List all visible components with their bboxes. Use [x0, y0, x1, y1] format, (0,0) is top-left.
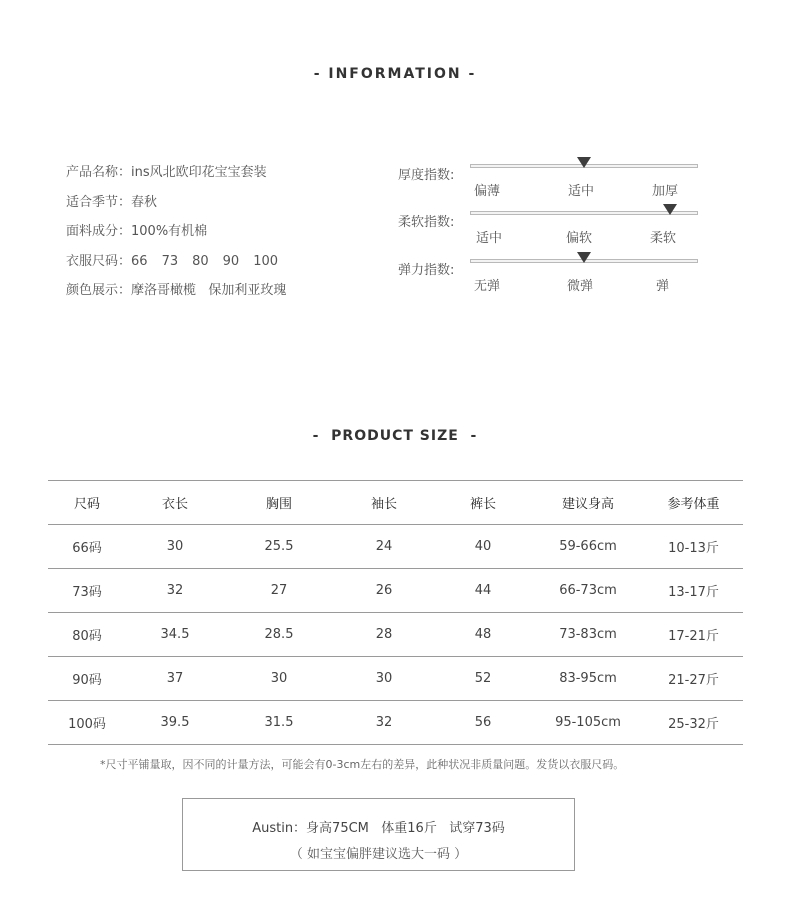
- scale-marker-icon: [577, 252, 591, 263]
- scale-marker-icon: [577, 157, 591, 168]
- info-label: 产品名称：: [66, 165, 132, 180]
- header-top-length: 衣长: [161, 497, 188, 512]
- table-cell: 39.5: [160, 715, 190, 730]
- table-row: [48, 657, 743, 701]
- header-height: 建议身高: [561, 497, 614, 512]
- table-cell: 66-73cm: [559, 583, 617, 598]
- table-cell: 30: [270, 671, 288, 686]
- table-cell: 32: [166, 583, 184, 598]
- table-cell: 73码: [72, 585, 102, 600]
- size-option: 80: [192, 253, 209, 269]
- table-row: [48, 701, 743, 745]
- info-label: 适合季节：: [66, 194, 132, 210]
- scale-option: 偏薄: [474, 184, 501, 199]
- scale-option: 加厚: [652, 184, 679, 199]
- size-option: 73: [161, 253, 179, 269]
- header-weight: 参考体重: [667, 497, 720, 512]
- table-cell: 52: [474, 671, 492, 686]
- table-cell: 90码: [72, 673, 102, 688]
- info-row-material: [66, 222, 286, 252]
- table-cell: 34.5: [160, 627, 190, 642]
- product-info-list: [66, 163, 286, 311]
- table-cell: 83-95cm: [559, 671, 617, 686]
- table-cell: 28.5: [264, 627, 294, 642]
- scale-option: 柔软: [650, 231, 677, 246]
- size-option: 66: [131, 253, 148, 269]
- info-label: 面料成分：: [66, 224, 132, 240]
- table-cell: 37: [166, 671, 184, 686]
- table-cell: 32: [375, 715, 393, 730]
- scale-option: 无弹: [474, 279, 501, 294]
- table-cell: 30: [166, 539, 184, 554]
- info-row-colors: [66, 281, 286, 311]
- table-cell: 25-32斤: [668, 717, 719, 732]
- softness-scale: [398, 207, 708, 247]
- scale-track: [470, 211, 698, 215]
- info-label: 颜色展示：: [66, 283, 132, 299]
- table-cell: 100码: [68, 717, 106, 732]
- info-row-season: [66, 193, 286, 223]
- table-row: [48, 525, 743, 569]
- table-cell: 27: [270, 583, 288, 598]
- table-cell: 17-21斤: [668, 629, 719, 644]
- table-cell: 40: [474, 539, 492, 554]
- table-cell: 13-17斤: [668, 585, 719, 600]
- product-size-title: - PRODUCT SIZE -: [312, 428, 478, 444]
- size-option: 90: [222, 253, 240, 269]
- table-cell: 48: [474, 627, 492, 642]
- table-cell: 66码: [72, 541, 102, 556]
- info-value: 100%有机棉: [131, 224, 208, 240]
- scale-label: 柔软指数:: [398, 215, 455, 230]
- scale-track: [470, 259, 698, 263]
- header-sleeve: 袖长: [370, 497, 397, 512]
- scale-option: 弹: [656, 279, 670, 294]
- table-cell: 31.5: [264, 715, 294, 730]
- table-cell: 56: [474, 715, 492, 730]
- info-value: 摩洛哥橄榄 保加利亚玫瑰: [131, 283, 287, 299]
- info-row-name: [66, 163, 286, 193]
- scale-option: 偏软: [566, 231, 593, 246]
- header-size: 尺码: [73, 497, 100, 512]
- scale-label: 厚度指数:: [398, 168, 455, 183]
- size-option: 100: [253, 253, 279, 269]
- info-row-sizes: [66, 252, 286, 282]
- table-cell: 80码: [72, 629, 102, 644]
- table-row: [48, 569, 743, 613]
- table-row: [48, 613, 743, 657]
- model-info-line: Austin：身高75CM 体重16斤 试穿73码: [252, 821, 505, 836]
- scale-track: [470, 164, 698, 168]
- table-header-row: [48, 481, 743, 525]
- table-cell: 24: [375, 539, 393, 554]
- scale-option: 适中: [476, 231, 503, 246]
- scale-option: 适中: [568, 184, 595, 199]
- info-value: 春秋: [131, 194, 158, 210]
- scale-marker-icon: [663, 204, 677, 215]
- model-info-box: [182, 798, 575, 871]
- header-chest: 胸围: [265, 497, 292, 512]
- table-cell: 95-105cm: [555, 715, 621, 730]
- header-pants-length: 裤长: [469, 497, 496, 512]
- table-cell: 73-83cm: [559, 627, 617, 642]
- table-cell: 59-66cm: [559, 539, 617, 554]
- information-title: - INFORMATION -: [313, 66, 477, 82]
- size-options: [131, 254, 278, 269]
- table-cell: 25.5: [264, 539, 294, 554]
- table-cell: 26: [375, 583, 393, 598]
- elasticity-scale: [398, 255, 708, 295]
- size-table: [48, 480, 743, 745]
- table-cell: 44: [474, 583, 492, 598]
- info-value: ins风北欧印花宝宝套装: [131, 165, 267, 180]
- measurement-note: *尺寸平铺量取，因不同的计量方法，可能会有0-3cm左右的差异，此种状况非质量问题。发货以衣服尺码。: [100, 758, 625, 771]
- table-cell: 28: [375, 627, 393, 642]
- table-cell: 30: [375, 671, 393, 686]
- model-advice-line: （ 如宝宝偏胖建议选大一码 ）: [289, 847, 468, 862]
- scale-label: 弹力指数:: [398, 263, 455, 278]
- info-label: 衣服尺码：: [66, 253, 132, 269]
- scale-option: 微弹: [567, 279, 594, 294]
- thickness-scale: [398, 160, 708, 200]
- table-cell: 21-27斤: [668, 673, 719, 688]
- table-cell: 10-13斤: [668, 541, 719, 556]
